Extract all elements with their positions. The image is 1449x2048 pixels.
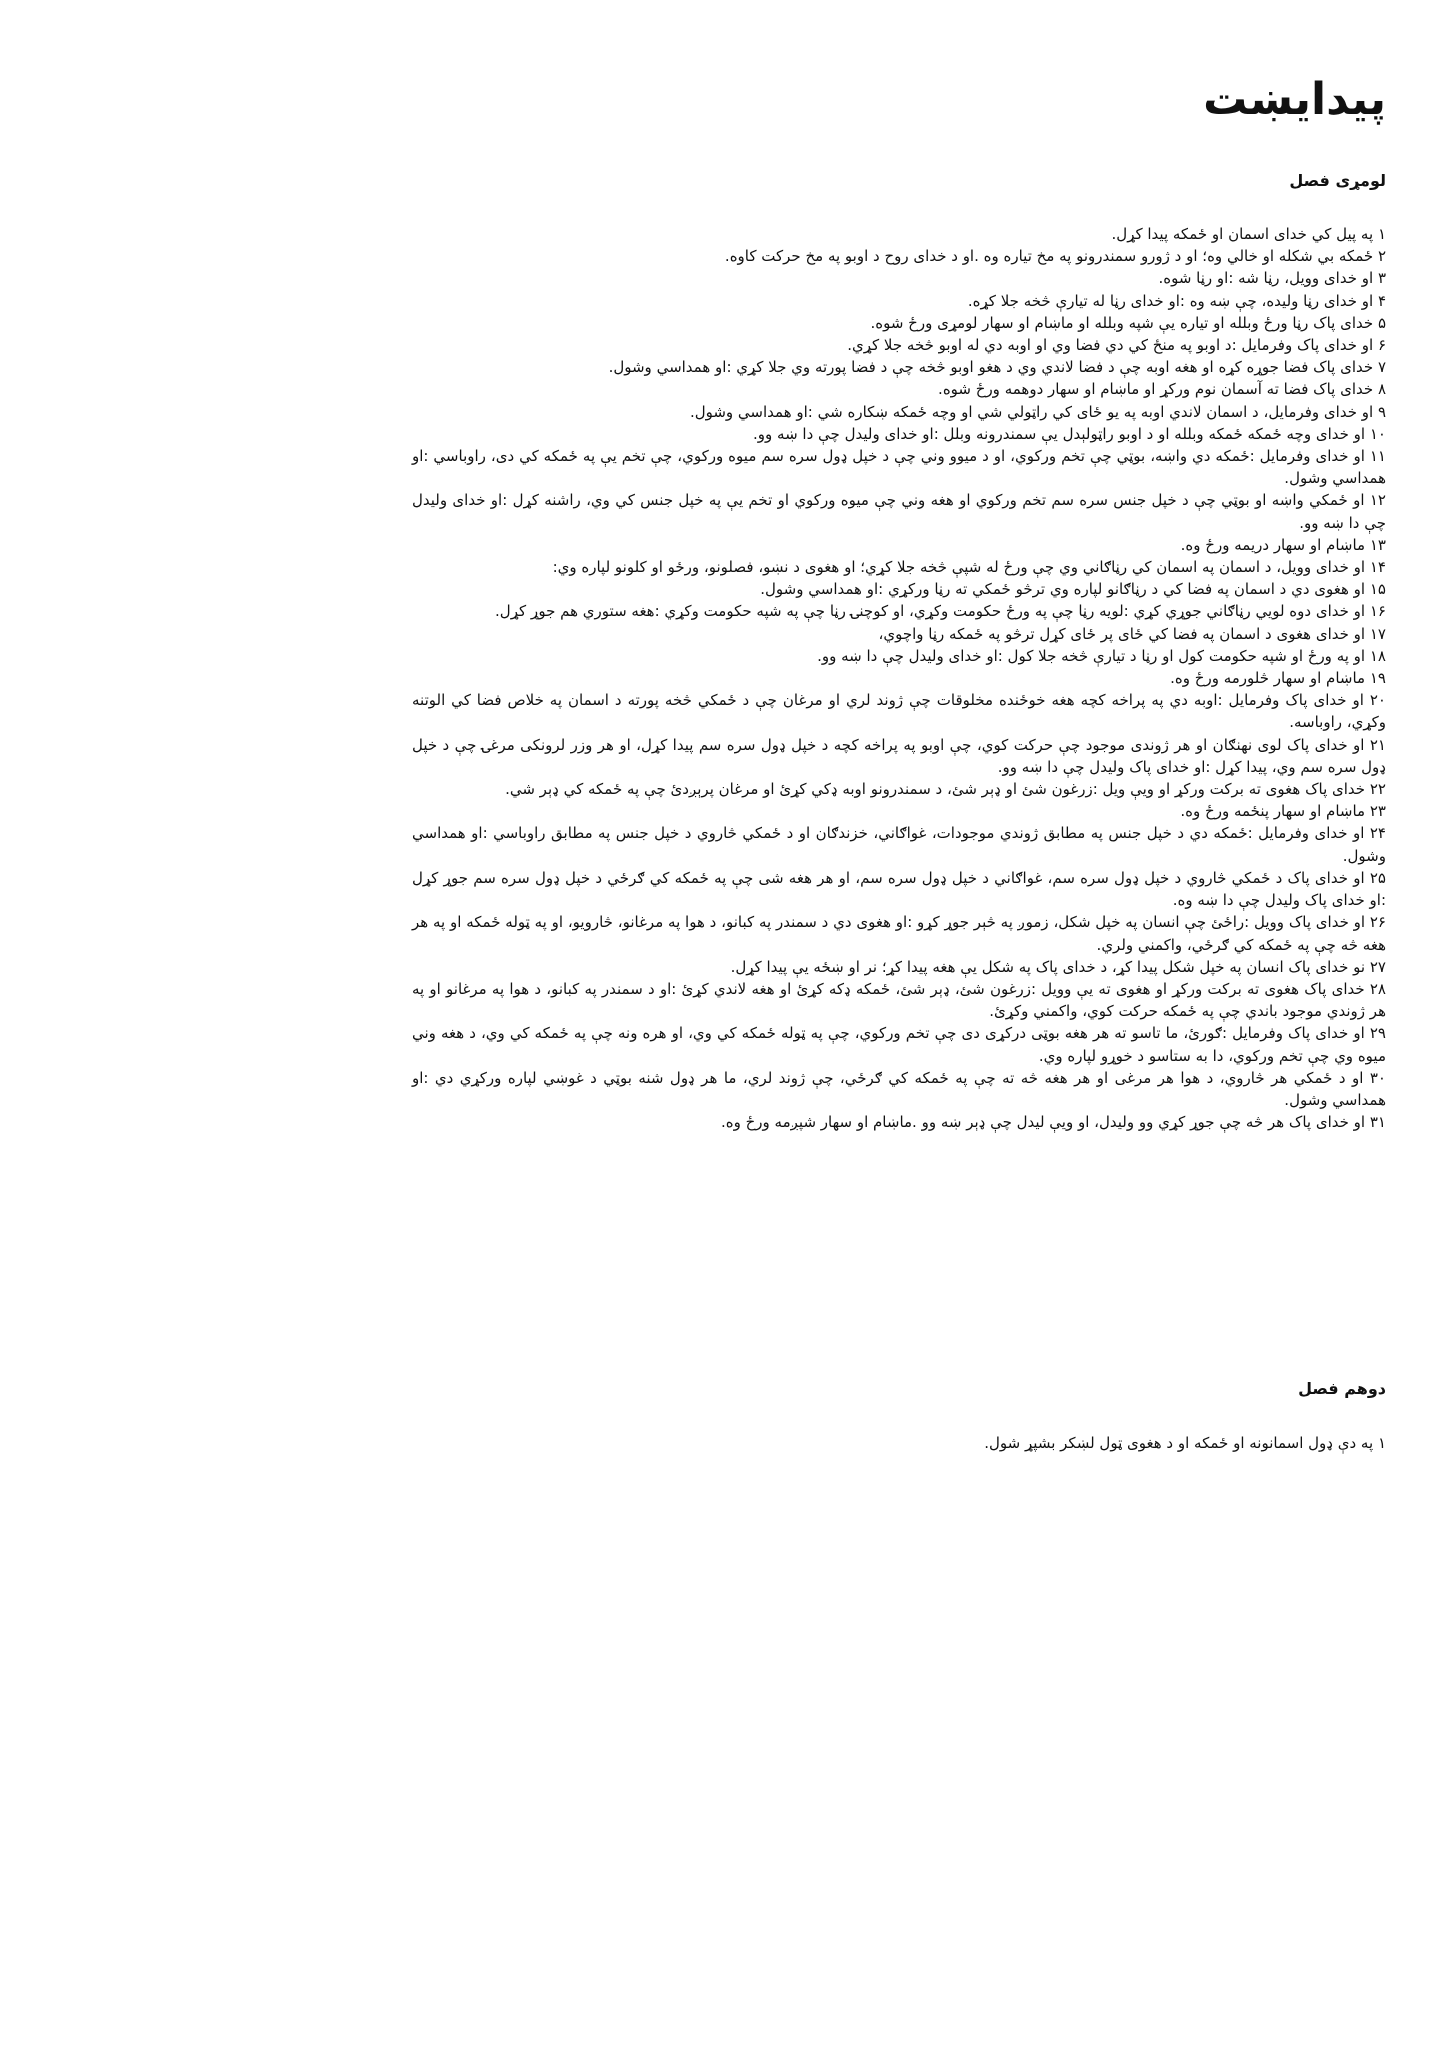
verse-number: ۳۰ (1369, 1068, 1386, 1087)
verse-number: ۱۹ (1369, 669, 1386, 688)
verse-number: ۲۸ (1369, 979, 1386, 998)
verse-text: ماښام او سهار دريمه ورځ وه. (1180, 535, 1366, 554)
verse (412, 334, 1386, 356)
verse-text: او خدای دوه لويي رڼاګاني جوړي کړي :لويه رڼا چې په ورځ حکومت وکړي، او کوچنۍ رڼا چې په شپه حکومت وکړي :هغه ستوري هم جوړ کړل. (495, 602, 1366, 621)
verse (412, 1067, 1386, 1111)
verse (412, 623, 1386, 645)
verse-number: ۲۰ (1369, 691, 1386, 710)
verse-number: ۲۲ (1369, 780, 1386, 799)
verse-text: په پيل کي خدای اسمان او ځمکه پيدا کړل. (1111, 225, 1374, 243)
verse-number: ۲۶ (1369, 913, 1386, 932)
verse-text: او خدای پاک وفرمايل :د اوبو په منځ کي دي فضا وي او اوبه دي له اوبو څخه جلا کړي. (847, 336, 1374, 355)
verse-text: او خدای وويل، رڼا شه :او رڼا شوه. (1158, 269, 1374, 288)
verse-number: ۱ (1377, 1434, 1386, 1452)
verse-number: ۱۶ (1369, 602, 1386, 621)
verse-number: ۱۳ (1369, 535, 1386, 554)
verse (412, 267, 1386, 289)
verse-number: ۶ (1377, 336, 1386, 355)
verse (412, 689, 1386, 733)
verse (412, 423, 1386, 445)
verse (412, 534, 1386, 556)
verse-text: او خدای وفرمايل :ځمکه دي د خپل جنس په مطابق ژوندي موجودات، غواګاني، خزندګان او د ځمکي څاروي د خپل جنس په مطابق راوباسي :او همداسي وشول. (412, 824, 1386, 865)
verse (412, 800, 1386, 822)
verse-number: ۳ (1377, 269, 1386, 288)
verse-text: او د ځمکي هر څاروي، د هوا هر مرغی او هر هغه څه ته چې په ځمکه کي ګرځي، چې ژوند لري، ما هر ډول شنه بوټي د غوښي لپاره ورکړي دي :او همداسي وشول. (412, 1068, 1386, 1109)
verse-number: ۱۸ (1369, 646, 1386, 665)
verse-text: خدای پاک فضا جوړه کړه او هغه اوبه چې د فضا لاندي وي د هغو اوبو څخه چې د فضا پورته وي جلا کړي :او همداسي وشول. (608, 358, 1374, 377)
chapter-heading: لومړی فصل (1289, 171, 1386, 190)
verse (412, 489, 1386, 533)
verse-text: په دې ډول اسمانونه او ځمکه او د هغوی ټول لښکر بشپړ شول. (984, 1434, 1374, 1452)
verse-text: او خدای وفرمايل :ځمکه دي واښه، بوټي چې تخم ورکوي، او د ميوو وني چې د خپل ډول سره سم ميوه ورکوي، چې تخم يې په ځمکه کي دی، راوباسي :او همداسي وشول. (412, 447, 1386, 488)
document-page (412, 0, 1386, 1558)
verse (412, 734, 1386, 778)
verse (412, 645, 1386, 667)
verse-text: او خدای وويل، د اسمان په اسمان کي رڼاګاني وي چې ورځ له شپې څخه جلا کړي؛ او هغوی د نښو، فصلونو، ورځو او کلونو لپاره وي: (552, 558, 1366, 577)
verse (412, 312, 1386, 334)
verse (412, 978, 1386, 1022)
verse-text: او په ورځ او شپه حکومت کول او رڼا د تيارې څخه جلا کول :او خدای وليدل چې دا ښه وو. (817, 646, 1366, 665)
verse-number: ۹ (1377, 402, 1386, 421)
verse-list (412, 1432, 1386, 1454)
verse (412, 245, 1386, 267)
verse (412, 1432, 1386, 1454)
verse-number: ۱۱ (1369, 447, 1386, 466)
verse-text: خدای پاک فضا ته آسمان نوم ورکړ او ماښام او سهار دوهمه ورځ شوه. (938, 380, 1374, 399)
verse-text: او خدای وفرمايل، د اسمان لاندي اوبه په يو ځای کي راټولي شي او وچه ځمکه ښکاره شي :او همداسي وشول. (689, 402, 1374, 421)
verse-text: او خدای وچه ځمکه ځمکه وبلله او د اوبو راټولېدل يې سمندرونه وبلل :او خدای وليدل چې دا ښه وو. (753, 424, 1366, 443)
verse (412, 778, 1386, 800)
verse-text: ځمکه بي شکله او خالي وه؛ او د ژورو سمندرونو په مخ تياره وه .او د خدای روح د اوبو په مخ حرکت کاوه. (724, 247, 1374, 266)
verse (412, 578, 1386, 600)
verse-number: ۲۵ (1369, 868, 1386, 887)
verse-text: خدای پاک هغوی ته برکت ورکړ او ويې ويل :زرغون شئ او ډېر شئ، د سمندرونو اوبه ډکي کړئ او مرغان پرېږدئ چې په ځمکه کي ډېر شي. (505, 780, 1366, 799)
verse (412, 667, 1386, 689)
verse-number: ۲۱ (1369, 735, 1386, 754)
verse (412, 290, 1386, 312)
verse-number: ۱۴ (1369, 558, 1386, 577)
verse (412, 1022, 1386, 1066)
verse (412, 822, 1386, 866)
verse-number: ۲۴ (1369, 824, 1386, 843)
verse-text: او خدای پاک د ځمکي څاروي د خپل ډول سره سم، غواګاني د خپل ډول سره سم، او هر هغه شی چې په ځمکه کي ګرځي د خپل ډول سره سم جوړ کړل :او خدای پاک وليدل چې دا ښه وه. (412, 868, 1386, 910)
verse-number: ۸ (1377, 380, 1386, 399)
verse-number: ۳۱ (1369, 1113, 1386, 1132)
verse (412, 445, 1386, 489)
verse (412, 356, 1386, 378)
verse-text: ماښام او سهار څلورمه ورځ وه. (1170, 669, 1366, 688)
verse-number: ۲ (1377, 247, 1386, 266)
verse (412, 556, 1386, 578)
verse-text: او هغوی دي د اسمان په فضا کي د رڼاګانو لپاره وي ترڅو ځمکي ته رڼا ورکړي :او همداسي وشول. (760, 580, 1366, 599)
verse-number: ۱ (1377, 225, 1386, 243)
verse-number: ۱۵ (1369, 580, 1386, 599)
verse (412, 401, 1386, 423)
verse-number: ۲۷ (1369, 957, 1386, 976)
verse (412, 1111, 1386, 1133)
verse-number: ۱۰ (1369, 424, 1386, 443)
verse-text: او خدای هغوی د اسمان په فضا کي ځای پر ځای کړل ترڅو په ځمکه رڼا واچوي، (878, 624, 1366, 643)
verse-number: ۲۳ (1369, 802, 1386, 821)
document-title: پيدايښت (1203, 74, 1386, 125)
verse (412, 378, 1386, 400)
verse-text: او خدای پاک لوی نهنګان او هر ژوندی موجود چې حرکت کوي، چې اوبو په پراخه کچه د خپل ډول سره سم پيدا کړل، او هر وزر لرونکی مرغۍ چې د خپل ډول سره سم وي، پيدا کړل :او خدای پاک وليدل چې دا ښه وو. (412, 735, 1386, 776)
verse-number: ۱۷ (1369, 624, 1386, 643)
chapter-heading: دوهم فصل (1298, 1379, 1386, 1398)
verse (412, 223, 1386, 245)
verse-text: او خدای پاک وويل :راځئ چې انسان په خپل شکل، زموږ په څېر جوړ کړو :او هغوی دي د سمندر په کبانو، د هوا په مرغانو، څارويو، او په ټوله ځمکه او په هر هغه څه چې په ځمکه کي ګرځي، واکمني ولري. (412, 913, 1386, 954)
verse-text: او خدای رڼا وليده، چې ښه وه :او خدای رڼا له تيارې څخه جلا کړه. (967, 291, 1374, 310)
verse-text: او خدای پاک وفرمايل :ګورئ، ما تاسو ته هر هغه بوټی درکړی دی چې تخم ورکوي، چې په ټوله ځمکه کي وي، او هره ونه چې په ځمکه کي وي، د هغه وني ميوه وي چې تخم ورکوي، دا به ستاسو د خوړو لپاره وي. (412, 1024, 1386, 1065)
verse-text: او ځمکي واښه او بوټي چې د خپل جنس سره سم تخم ورکوي او هغه وني چې ميوه ورکوي او تخم يې په خپل جنس کي وي، راشنه کړل :او خدای وليدل چې دا ښه وو. (412, 491, 1386, 532)
verse-list (412, 223, 1386, 1133)
verse-number: ۴ (1377, 291, 1386, 310)
verse (412, 956, 1386, 978)
verse-text: او خدای پاک وفرمايل :اوبه دي په پراخه کچه هغه خوځنده مخلوقات چې ژوند لري او مرغان چې د ځمکي څخه پورته د اسمان په خلاص فضا کي الوتنه وکړي، راوباسه. (412, 691, 1386, 732)
verse-text: او خدای پاک هر څه چې جوړ کړي وو وليدل، او ويې ليدل چې ډېر ښه وو .ماښام او سهار شپږمه ورځ وه. (720, 1113, 1366, 1132)
verse-text: خدای پاک رڼا ورځ وبلله او تياره يې شپه وبلله او ماښام او سهار لومړی ورځ شوه. (870, 313, 1374, 332)
verse (412, 600, 1386, 622)
verse (412, 867, 1386, 911)
verse-number: ۲۹ (1369, 1024, 1386, 1043)
verse-text: خدای پاک هغوی ته برکت ورکړ او هغوی ته يې وويل :زرغون شئ، ډېر شئ، ځمکه ډکه کړئ او هغه لاندي کړئ :او د سمندر په کبانو، د هوا په مرغانو او په هر ژوندي موجود باندي چې په ځمکه حرکت کوي، واکمني وکړئ. (412, 979, 1386, 1021)
verse-number: ۵ (1377, 313, 1386, 332)
verse-number: ۱۲ (1369, 491, 1386, 510)
verse (412, 911, 1386, 955)
verse-text: ماښام او سهار پنځمه ورځ وه. (1180, 802, 1366, 821)
verse-number: ۷ (1377, 358, 1386, 377)
verse-text: نو خدای پاک انسان په خپل شکل پيدا کړ، د خدای پاک په شکل يې هغه پيدا کړ؛ نر او ښځه يې پيدا کړل. (730, 957, 1366, 976)
